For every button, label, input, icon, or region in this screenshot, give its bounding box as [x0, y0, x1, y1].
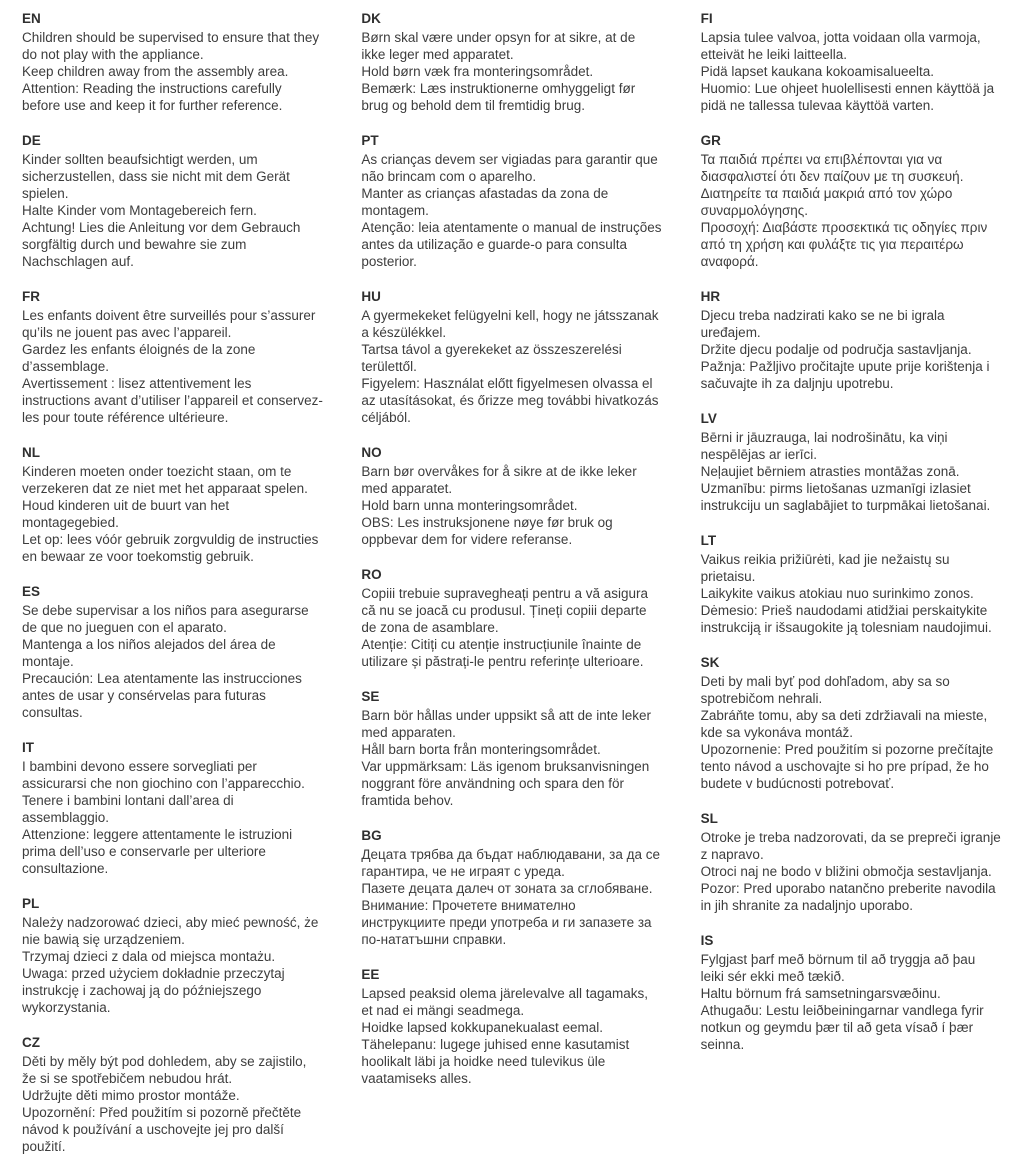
instruction-paragraph: Otroci naj ne bodo v bližini območja sestavljanja.	[700, 864, 992, 879]
language-code: FI	[700, 11, 713, 26]
language-section-cz	[22, 1034, 323, 1155]
language-code: SE	[361, 689, 380, 704]
language-code: FR	[22, 289, 40, 304]
instruction-paragraph: Внимание: Прочетете внимателно инструкциите преди употреба и ги запазете за по-нататъшни справки.	[361, 898, 652, 947]
language-section-nl	[22, 444, 323, 565]
language-code: SK	[700, 655, 720, 670]
instruction-paragraph: Var uppmärksam: Läs igenom bruksanvisningen noggrant före användning och spara den för framtida behov.	[361, 759, 650, 808]
instruction-paragraph: Kinder sollten beaufsichtigt werden, um sicherzustellen, dass sie nicht mit dem Gerät spielen.	[22, 152, 290, 201]
instruction-paragraph: Pidä lapset kaukana kokoamisalueelta.	[700, 64, 935, 79]
instruction-paragraph: Deti by mali byť pod dohľadom, aby sa so spotrebičom nehrali.	[700, 674, 950, 706]
instruction-paragraph: Προσοχή: Διαβάστε προσεκτικά τις οδηγίες πριν από τη χρήση και φυλάξτε τις για περαιτέρω αναφορά.	[700, 220, 988, 269]
language-code: NL	[22, 445, 40, 460]
instruction-paragraph: Haltu börnum frá samsetningarsvæðinu.	[700, 986, 941, 1001]
instruction-paragraph: Udržujte děti mimo prostor montáže.	[22, 1088, 240, 1103]
three-column-layout	[22, 10, 1002, 1173]
language-code: ES	[22, 584, 41, 599]
instruction-paragraph: Let op: lees vóór gebruik zorgvuldig de instructies en bewaar ze voor toekomstig gebruik.	[22, 532, 319, 564]
instruction-paragraph: Precaución: Lea atentamente las instrucciones antes de usar y consérvelas para futuras consultas.	[22, 671, 302, 720]
instruction-paragraph: Διατηρείτε τα παιδιά μακριά από τον χώρο συναρμολόγησης.	[700, 186, 953, 218]
instruction-paragraph: Achtung! Lies die Anleitung vor dem Gebrauch sorgfältig durch und bewahre sie zum Nachschlagen auf.	[22, 220, 301, 269]
instruction-paragraph: Trzymaj dzieci z dala od miejsca montażu.	[22, 949, 276, 964]
instruction-paragraph: Huomio: Lue ohjeet huolellisesti ennen käyttöä ja pidä ne tallessa tulevaa käyttöä varten.	[700, 81, 995, 113]
language-code: DE	[22, 133, 41, 148]
instruction-paragraph: Laikykite vaikus atokiau nuo surinkimo zonos.	[700, 586, 974, 601]
language-code: EE	[361, 967, 380, 982]
language-section-es	[22, 583, 323, 721]
language-section-pt	[361, 132, 662, 270]
language-code: PT	[361, 133, 379, 148]
instruction-paragraph: Kinderen moeten onder toezicht staan, om te verzekeren dat ze niet met het apparaat spelen.	[22, 464, 308, 496]
instruction-paragraph: Djecu treba nadzirati kako se ne bi igrala uređajem.	[700, 308, 945, 340]
language-section-lv	[701, 410, 1002, 514]
instruction-paragraph: Copiii trebuie supravegheați pentru a vă asigura că nu se joacă cu produsul. Țineți copiii departe de zona de asamblare.	[361, 586, 649, 635]
language-section-ee	[361, 966, 662, 1087]
instruction-paragraph: Tähelepanu: lugege juhised enne kasutamist hoolikalt läbi ja hoidke need tulevikus üle vaatamiseks alles.	[361, 1037, 630, 1086]
language-section-is	[701, 932, 1002, 1053]
instruction-paragraph: Børn skal være under opsyn for at sikre, at de ikke leger med apparatet.	[361, 30, 636, 62]
instruction-paragraph: Attenzione: leggere attentamente le istruzioni prima dell’uso e conservarle per ulteriore consultazione.	[22, 827, 293, 876]
instruction-paragraph: Neļaujiet bērniem atrasties montāžas zonā.	[700, 464, 960, 479]
instruction-paragraph: Uwaga: przed użyciem dokładnie przeczytaj instrukcję i zachowaj ją do późniejszego wykorzystania.	[22, 966, 285, 1015]
instruction-paragraph: Manter as crianças afastadas da zona de montagem.	[361, 186, 609, 218]
language-code: SL	[700, 811, 718, 826]
language-section-fr	[22, 288, 323, 426]
language-section-sk	[701, 654, 1002, 792]
instruction-paragraph: I bambini devono essere sorvegliati per assicurarsi che non giochino con l’apparecchio.	[22, 759, 305, 791]
instruction-paragraph: Hold barn unna monteringsområdet.	[361, 498, 578, 513]
language-section-gr	[701, 132, 1002, 270]
language-code: IS	[700, 933, 714, 948]
instruction-paragraph: Hoidke lapsed kokkupanekualast eemal.	[361, 1020, 603, 1035]
language-code: CZ	[22, 1035, 40, 1050]
instruction-paragraph: Lapsed peaksid olema järelevalve all tagamaks, et nad ei mängi seadmega.	[361, 986, 648, 1018]
instruction-paragraph: Mantenga a los niños alejados del área de montaje.	[22, 637, 276, 669]
instruction-paragraph: Пазете децата далеч от зоната за сглобяване.	[361, 881, 653, 896]
language-code: LV	[700, 411, 717, 426]
instruction-paragraph: Gardez les enfants éloignés de la zone d’assemblage.	[22, 342, 256, 374]
instruction-paragraph: Barn bør overvåkes for å sikre at de ikke leker med apparatet.	[361, 464, 637, 496]
text-column-3	[701, 10, 1002, 1173]
instruction-paragraph: Bemærk: Læs instruktionerne omhyggeligt før brug og behold dem til fremtidig brug.	[361, 81, 636, 113]
instruction-paragraph: Držite djecu podalje od područja sastavljanja.	[700, 342, 972, 357]
language-code: BG	[361, 828, 382, 843]
instruction-paragraph: Attention: Reading the instructions carefully before use and keep it for further reference.	[22, 81, 283, 113]
instruction-paragraph: Uzmanību: pirms lietošanas uzmanīgi izlasiet instrukciju un saglabājiet to turpmākai lietošanai.	[700, 481, 991, 513]
language-code: NO	[361, 445, 382, 460]
instruction-paragraph: Les enfants doivent être surveillés pour s’assurer qu’ils ne jouent pas avec l’appareil.	[22, 308, 316, 340]
instruction-paragraph: Children should be supervised to ensure that they do not play with the appliance.	[22, 30, 320, 62]
instruction-paragraph: Håll barn borta från monteringsområdet.	[361, 742, 601, 757]
instruction-paragraph: Houd kinderen uit de buurt van het montagegebied.	[22, 498, 230, 530]
language-section-no	[361, 444, 662, 548]
instruction-paragraph: Barn bör hållas under uppsikt så att de inte leker med apparaten.	[361, 708, 651, 740]
language-section-bg	[361, 827, 662, 948]
language-code: DK	[361, 11, 381, 26]
language-code: HR	[700, 289, 721, 304]
instruction-paragraph: Децата трябва да бъдат наблюдавани, за да се гарантира, че не играят с уреда.	[361, 847, 661, 879]
language-section-pl	[22, 895, 323, 1016]
instruction-paragraph: Figyelem: Használat előtt figyelmesen olvassa el az utasításokat, és őrizze meg további hivatkozás céljából.	[361, 376, 659, 425]
instruction-paragraph: Hold børn væk fra monteringsområdet.	[361, 64, 594, 79]
language-code: HU	[361, 289, 381, 304]
instruction-paragraph: Zabráňte tomu, aby sa deti zdržiavali na mieste, kde sa vykonáva montáž.	[700, 708, 988, 740]
instruction-paragraph: Upozornenie: Pred použitím si pozorne prečítajte tento návod a uschovajte si ho pre prípad, že ho budete v budúcnosti potrebovať.	[700, 742, 994, 791]
language-section-hu	[361, 288, 662, 426]
instruction-paragraph: Děti by měly být pod dohledem, aby se zajistilo, že si se spotřebičem nebudou hrát.	[22, 1054, 307, 1086]
instruction-paragraph: Tenere i bambini lontani dall’area di assemblaggio.	[22, 793, 234, 825]
instruction-paragraph: Należy nadzorować dzieci, aby mieć pewność, że nie bawią się urządzeniem.	[22, 915, 319, 947]
instruction-paragraph: Dėmesio: Prieš naudodami atidžiai perskaitykite instrukciją ir išsaugokite ją tolesniam naudojimui.	[700, 603, 992, 635]
instruction-paragraph: Otroke je treba nadzorovati, da se prepreči igranje z napravo.	[700, 830, 1001, 862]
language-section-sl	[701, 810, 1002, 914]
text-column-1	[22, 10, 323, 1173]
instruction-paragraph: Lapsia tulee valvoa, jotta voidaan olla varmoja, etteivät he leiki laitteella.	[700, 30, 981, 62]
language-code: RO	[361, 567, 382, 582]
instruction-paragraph: A gyermekeket felügyelni kell, hogy ne játsszanak a készülékkel.	[361, 308, 659, 340]
language-section-de	[22, 132, 323, 270]
language-code: IT	[22, 740, 34, 755]
language-section-fi	[701, 10, 1002, 114]
instruction-paragraph: Pozor: Pred uporabo natančno preberite navodila in jih shranite za nadaljnjo uporabo.	[700, 881, 996, 913]
instruction-paragraph: Τα παιδιά πρέπει να επιβλέπονται για να διασφαλιστεί ότι δεν παίζουν με τη συσκευή.	[700, 152, 964, 184]
language-code: LT	[700, 533, 717, 548]
instruction-paragraph: As crianças devem ser vigiadas para garantir que não brincam com o aparelho.	[361, 152, 658, 184]
language-section-it	[22, 739, 323, 877]
language-section-lt	[701, 532, 1002, 636]
language-code: GR	[700, 133, 721, 148]
instruction-paragraph: Athugaðu: Lestu leiðbeiningarnar vandlega fyrir notkun og geymdu þær til að geta vísað í þær seinna.	[700, 1003, 984, 1052]
instruction-paragraph: Tartsa távol a gyerekeket az összeszerelési területtől.	[361, 342, 622, 374]
language-section-en	[22, 10, 323, 114]
instruction-paragraph: Atenție: Citiți cu atenție instrucțiunile înainte de utilizare și păstrați-le pentru referințe ulterioare.	[361, 637, 644, 669]
instruction-paragraph: OBS: Les instruksjonene nøye før bruk og oppbevar dem for videre referanse.	[361, 515, 613, 547]
language-section-dk	[361, 10, 662, 114]
language-section-hr	[701, 288, 1002, 392]
instruction-paragraph: Pažnja: Pažljivo pročitajte upute prije korištenja i sačuvajte ih za daljnju upotrebu.	[700, 359, 990, 391]
instruction-paragraph: Se debe supervisar a los niños para asegurarse de que no jueguen con el aparato.	[22, 603, 309, 635]
instruction-paragraph: Atenção: leia atentamente o manual de instruções antes da utilização e guarde-o para consulta posterior.	[361, 220, 662, 269]
text-column-2	[361, 10, 662, 1173]
language-section-se	[361, 688, 662, 809]
language-section-ro	[361, 566, 662, 670]
instruction-paragraph: Avertissement : lisez attentivement les instructions avant d’utiliser l’appareil et conservez-les pour toute référence ultérieure.	[22, 376, 323, 425]
instruction-paragraph: Bērni ir jāuzrauga, lai nodrošinātu, ka viņi nespēlējas ar ierīci.	[700, 430, 948, 462]
instruction-paragraph: Halte Kinder vom Montagebereich fern.	[22, 203, 257, 218]
instruction-paragraph: Vaikus reikia prižiūrėti, kad jie nežaistų su prietaisu.	[700, 552, 950, 584]
language-code: EN	[22, 11, 41, 26]
instruction-paragraph: Keep children away from the assembly area.	[22, 64, 289, 79]
instruction-paragraph: Upozornění: Před použitím si pozorně přečtěte návod k používání a uschovejte jej pro další použití.	[22, 1105, 302, 1154]
language-code: PL	[22, 896, 40, 911]
instruction-paragraph: Fylgjast þarf með börnum til að tryggja að þau leiki sér ekki með tækið.	[700, 952, 976, 984]
